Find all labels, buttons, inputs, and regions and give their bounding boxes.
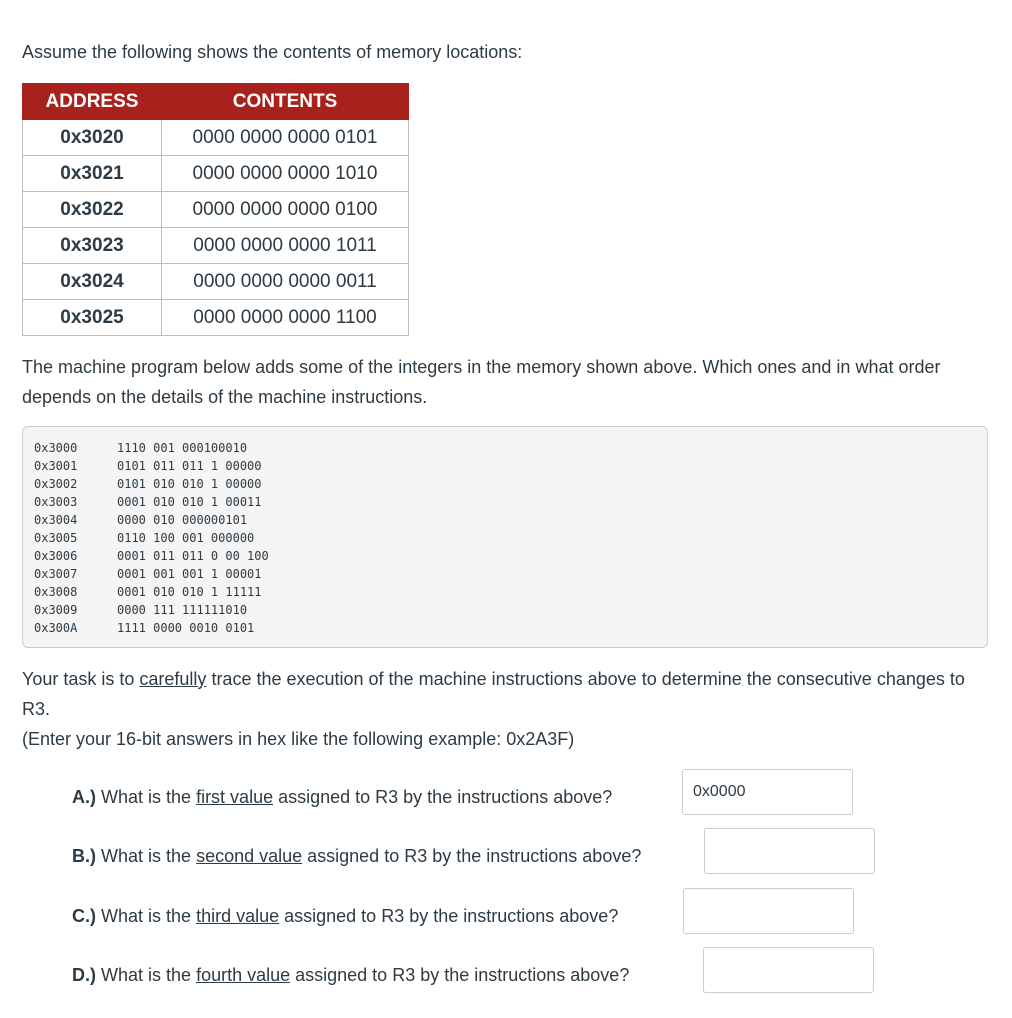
question-text-end: assigned to R3 by the instructions above? [273, 787, 613, 807]
contents-header: CONTENTS [162, 84, 409, 120]
code-address: 0x3009 [34, 603, 78, 617]
memory-address: 0x3025 [23, 300, 162, 336]
code-line [23, 529, 987, 547]
code-line [23, 457, 987, 475]
task-text [22, 664, 990, 724]
code-instruction: 0001 010 010 1 00011 [117, 495, 262, 509]
question-text-start: What is the [101, 787, 197, 807]
code-line [23, 493, 987, 511]
code-address: 0x3004 [34, 513, 78, 527]
code-instruction: 0000 111 111111010 [117, 603, 248, 617]
memory-contents: 0000 0000 0000 1100 [162, 300, 409, 336]
table-row [23, 120, 409, 156]
question-letter: A.) [72, 787, 96, 807]
code-address: 0x3008 [34, 585, 78, 599]
code-instruction: 0101 011 011 1 00000 [117, 459, 262, 473]
memory-table-header-row [23, 84, 409, 120]
memory-contents: 0000 0000 0000 0100 [162, 192, 409, 228]
task-text-start: Your task is to [22, 669, 140, 689]
address-header: ADDRESS [23, 84, 162, 120]
question-text-start: What is the [101, 965, 197, 985]
machine-program-code-block [22, 426, 988, 648]
code-line [23, 475, 987, 493]
code-instruction: 1111 0000 0010 0101 [117, 621, 255, 635]
question-letter: C.) [72, 906, 96, 926]
question-text-start: What is the [101, 906, 197, 926]
table-row [23, 192, 409, 228]
code-instruction: 0001 010 010 1 11111 [117, 585, 262, 599]
question-letter: D.) [72, 965, 96, 985]
question-text-start: What is the [101, 846, 197, 866]
task-text-end: trace the execution of the machine instructions above to determine the consecutive changes to R3. [22, 669, 965, 719]
code-address: 0x300A [34, 621, 78, 635]
code-address: 0x3006 [34, 549, 78, 563]
memory-contents: 0000 0000 0000 1010 [162, 156, 409, 192]
table-row [23, 228, 409, 264]
question-text-end: assigned to R3 by the instructions above? [290, 965, 630, 985]
question-ordinal: third value [196, 906, 280, 926]
answer-input-c[interactable] [683, 888, 854, 934]
code-line [23, 601, 987, 619]
code-instruction: 0101 010 010 1 00000 [117, 477, 262, 491]
question-text-end: assigned to R3 by the instructions above? [279, 906, 619, 926]
memory-contents: 0000 0000 0000 0011 [162, 264, 409, 300]
code-instruction: 0001 011 011 0 00 100 [117, 549, 269, 563]
code-address: 0x3005 [34, 531, 78, 545]
code-line [23, 565, 987, 583]
question-a [72, 785, 612, 809]
table-row [23, 156, 409, 192]
code-instruction: 1110 001 000100010 [117, 441, 248, 455]
code-address: 0x3002 [34, 477, 78, 491]
intro-text: Assume the following shows the contents of memory locations: [22, 42, 523, 62]
question-b [72, 844, 641, 868]
program-description: The machine program below adds some of the integers in the memory shown above. Which ones and in what order depends on the details of the machine instructions. [22, 357, 941, 407]
table-row [23, 264, 409, 300]
code-line [23, 583, 987, 601]
answer-input-d[interactable] [703, 947, 874, 993]
memory-address: 0x3022 [23, 192, 162, 228]
question-ordinal: first value [196, 787, 274, 807]
answer-format-example: (Enter your 16-bit answers in hex like the following example: 0x2A3F) [22, 729, 575, 749]
answer-input-a[interactable] [682, 769, 853, 815]
code-line [23, 619, 987, 637]
memory-address: 0x3023 [23, 228, 162, 264]
question-letter: B.) [72, 846, 96, 866]
table-row [23, 300, 409, 336]
task-instructions [22, 664, 990, 754]
code-instruction: 0000 010 000000101 [117, 513, 248, 527]
memory-address: 0x3024 [23, 264, 162, 300]
emphasis-carefully: carefully [139, 669, 207, 689]
question-c [72, 904, 618, 928]
question-d [72, 963, 629, 987]
code-line [23, 511, 987, 529]
memory-contents: 0000 0000 0000 1011 [162, 228, 409, 264]
code-address: 0x3000 [34, 441, 78, 455]
memory-table [22, 83, 409, 336]
memory-address: 0x3020 [23, 120, 162, 156]
code-line [23, 439, 987, 457]
question-ordinal: fourth value [196, 965, 291, 985]
code-instruction: 0001 001 001 1 00001 [117, 567, 262, 581]
memory-address: 0x3021 [23, 156, 162, 192]
question-ordinal: second value [196, 846, 303, 866]
code-line [23, 547, 987, 565]
code-address: 0x3001 [34, 459, 78, 473]
code-instruction: 0110 100 001 000000 [117, 531, 255, 545]
answer-input-b[interactable] [704, 828, 875, 874]
code-address: 0x3003 [34, 495, 78, 509]
memory-contents: 0000 0000 0000 0101 [162, 120, 409, 156]
question-text-end: assigned to R3 by the instructions above? [302, 846, 642, 866]
code-address: 0x3007 [34, 567, 78, 581]
